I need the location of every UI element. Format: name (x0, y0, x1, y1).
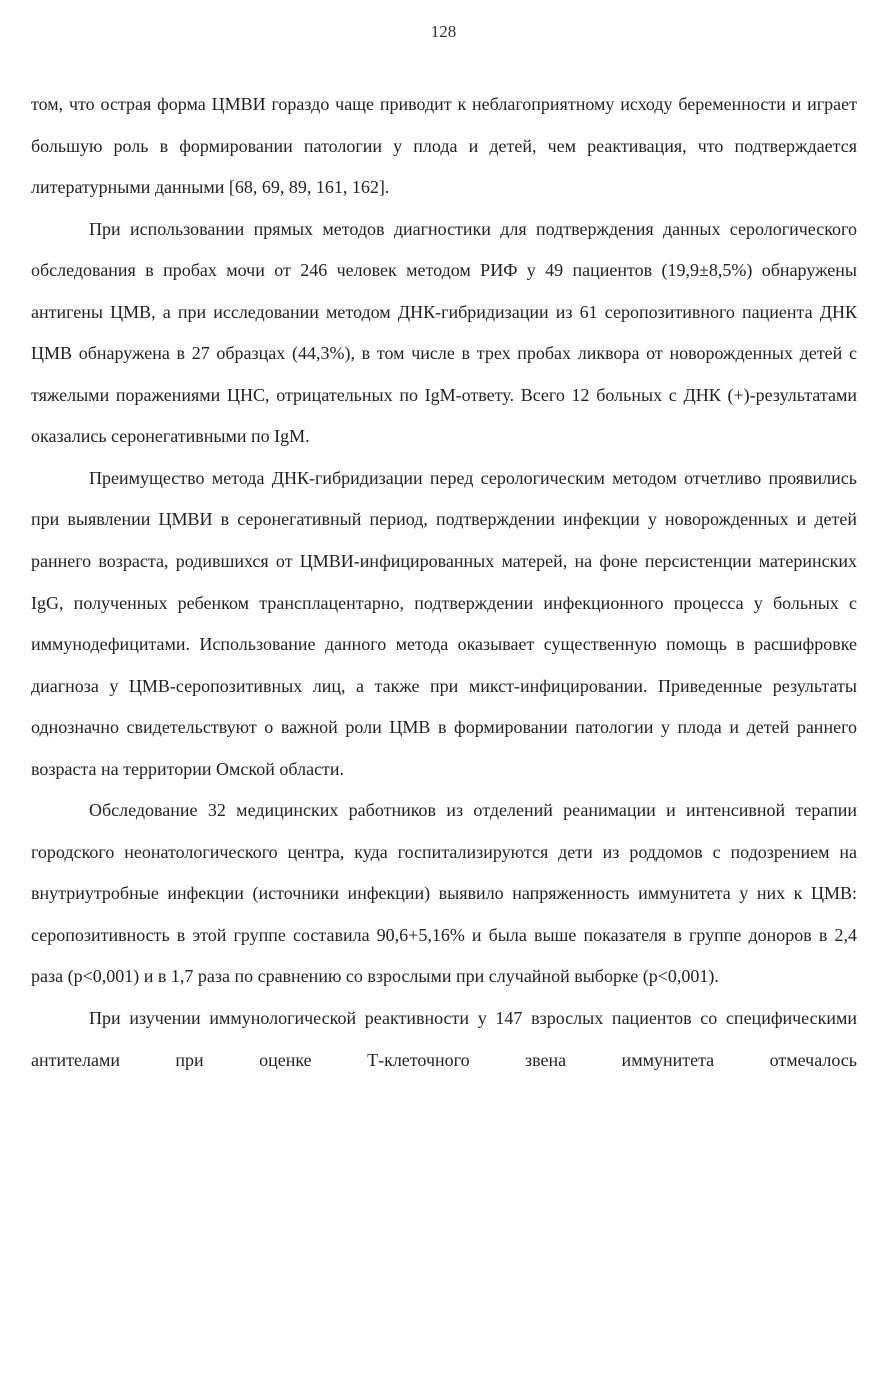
document-body (31, 84, 857, 1081)
paragraph-1: том, что острая форма ЦМВИ гораздо чаще приводит к неблагоприятному исходу беременности и играет большую роль в формировании патологии у плода и детей, чем реактивация, что подтверждается литературными данными [68, 69, 89, 161, 162]. (31, 94, 857, 198)
paragraph-5: При изучении иммунологической реактивности у 147 взрослых пациентов со специфическими антителами при оценке Т-клеточного звена иммунитета отмечалось (31, 1008, 857, 1070)
paragraph-4: Обследование 32 медицинских работников из отделений реанимации и интенсивной терапии городского неонатологического центра, куда госпитализируются дети из роддомов с подозрением на внутриутробные инфекции (источники инфекции) выявило напряженность иммунитета у них к ЦМВ: серопозитивность в этой группе составила 90,6+5,16% и была выше показателя в группе доноров в 2,4 раза (р<0,001) и в 1,7 раза по сравнению со взрослыми при случайной выборке (р<0,001). (31, 800, 857, 987)
page-number: 128 (430, 22, 457, 41)
paragraph-2: При использовании прямых методов диагностики для подтверждения данных серологического обследования в пробах мочи от 246 человек методом РИФ у 49 пациентов (19,9±8,5%) обнаружены антигены ЦМВ, а при исследовании методом ДНК-гибридизации из 61 серопозитивного пациента ДНК ЦМВ обнаружена в 27 образцах (44,3%), в том числе в трех пробах ликвора от новорожденных детей с тяжелыми поражениями ЦНС, отрицательных по IgM-ответу. Всего 12 больных с ДНК (+)-результатами оказались серонегативными по IgM. (31, 218, 857, 447)
paragraph-3: Преимущество метода ДНК-гибридизации перед серологическим методом отчетливо проявились при выявлении ЦМВИ в серонегативный период, подтверждении инфекции у новорожденных и детей раннего возраста, родившихся от ЦМВИ-инфицированных матерей, на фоне персистенции материнских IgG, полученных ребенком трансплацентарно, подтверждении инфекционного процесса у больных с иммунодефицитами. Использование данного метода оказывает существенную помощь в расшифровке диагноза у ЦМВ-серопозитивных лиц, а также при микст-инфицировании. Приведенные результаты однозначно свидетельствуют о важной роли ЦМВ в формировании патологии у плода и детей раннего возраста на территории Омской области. (31, 467, 857, 779)
